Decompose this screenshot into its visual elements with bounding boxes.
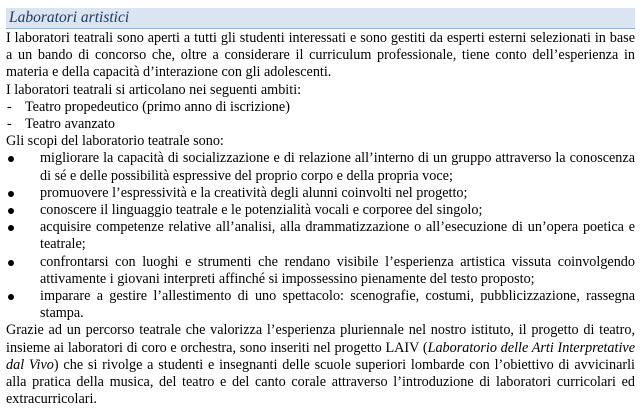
dash-marker: -	[7, 116, 12, 133]
list-item	[6, 150, 635, 184]
list-item-text: confrontarsi con luoghi e strumenti che rendano visibile l’esperienza artistica vissuta coinvolgendo attivamente i giovani interpreti affinché si impossessino pienamente del testo proposto;	[40, 253, 635, 287]
list-item	[6, 254, 635, 288]
bullet-icon	[8, 225, 14, 231]
laiv-full-name: Laboratorio delle Arti Interpretative dal Vivo	[6, 339, 636, 373]
ambiti-list	[6, 99, 635, 133]
ambiti-intro: I laboratori teatrali si articolano nei seguenti ambiti:	[6, 81, 302, 98]
list-item-text: imparare a gestire l’allestimento di uno spettacolo: scenografie, costumi, pubblicizzazione, rassegna stampa.	[40, 288, 635, 322]
bullet-icon	[8, 208, 14, 214]
list-item-text: Teatro propedeutico (primo anno di iscrizione)	[25, 98, 290, 115]
bullet-icon	[8, 191, 14, 197]
bullet-icon	[8, 294, 14, 300]
bullet-icon	[8, 156, 14, 162]
closing-paragraph	[6, 322, 635, 408]
list-item	[6, 116, 635, 133]
list-item	[6, 219, 635, 253]
list-item-text: conoscere il linguaggio teatrale e le potenzialità vocali e corporee del singolo;	[40, 202, 483, 219]
section-title: Laboratori artistici	[9, 9, 130, 26]
list-item-text: Teatro avanzato	[25, 116, 115, 133]
scopi-list	[6, 150, 635, 322]
closing-text-start: Grazie ad un percorso teatrale che valorizza l’esperienza pluriennale nel nostro istituto, il progetto di teatro, insieme ai laboratori di coro e orchestra, sono inseriti nel progetto LAIV (	[6, 322, 635, 356]
list-item-text: migliorare la capacità di socializzazione e di relazione all’interno di un gruppo attraverso la conoscenza di sé e delle possibilità espressive del proprio corpo e della propria voce;	[40, 150, 635, 184]
section-heading	[6, 8, 635, 29]
list-item	[6, 288, 635, 322]
list-item-text: promuovere l’espressività e la creatività degli alunni coinvolti nel progetto;	[40, 184, 468, 201]
list-item	[6, 185, 635, 202]
closing-text-end: ) che si rivolge a studenti e insegnanti delle scuole superiori lombarde con l’obiettivo di avvicinarli alla pratica della musica, del teatro e del canto corale attraverso l’introduzione di laboratori curricolari ed extracurricolari.	[6, 356, 636, 408]
bullet-icon	[8, 260, 14, 266]
list-item	[6, 202, 635, 219]
list-item	[6, 99, 635, 116]
dash-marker: -	[7, 98, 12, 115]
list-item-text: acquisire competenze relative all’analisi, alla drammatizzazione o all’esecuzione di un’opera poetica e teatrale;	[40, 219, 635, 253]
scopi-intro: Gli scopi del laboratorio teatrale sono:	[6, 133, 224, 150]
intro-paragraph: I laboratori teatrali sono aperti a tutti gli studenti interessati e sono gestiti da esperti esterni selezionati in base a un bando di concorso che, oltre a considerare il curriculum professionale, tiene conto dell’esperienza in materia e della capacità d’interazione con gli adolescenti.	[6, 30, 635, 81]
